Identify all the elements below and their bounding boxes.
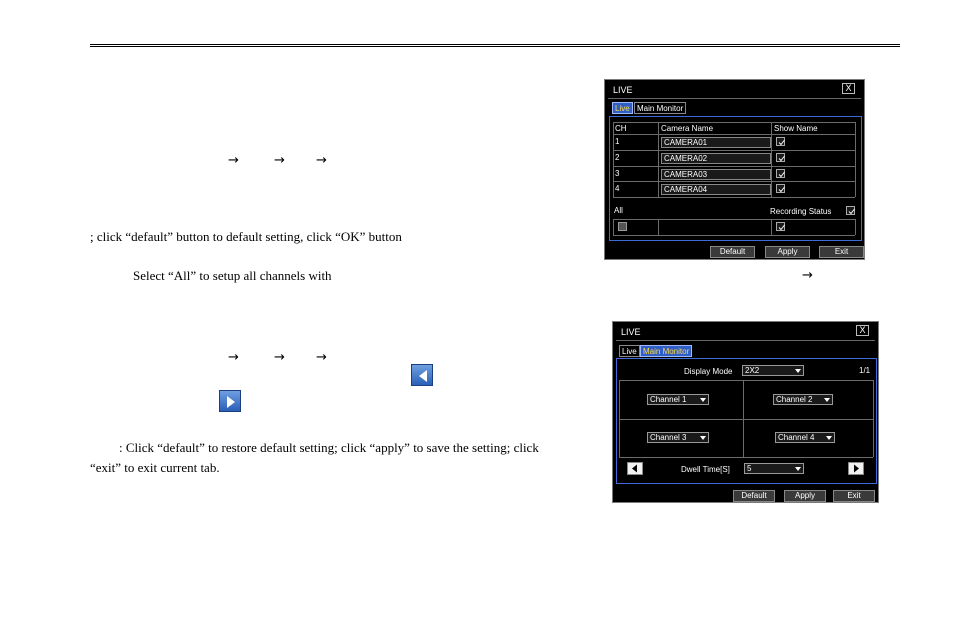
apply-button[interactable]: Apply <box>765 246 810 258</box>
close-button[interactable]: X <box>842 83 855 94</box>
header-rule <box>90 44 900 47</box>
tab-main-monitor[interactable]: Main Monitor <box>640 345 692 357</box>
chevron-down-icon <box>824 398 830 402</box>
channel-value: Channel 2 <box>776 395 813 404</box>
arrow-icon: → <box>274 350 285 365</box>
channel-number: 2 <box>615 153 620 162</box>
show-name-checkbox[interactable] <box>776 137 785 146</box>
channel-number: 3 <box>615 169 620 178</box>
display-mode-value: 2X2 <box>745 366 760 375</box>
main-monitor-dialog <box>612 321 879 503</box>
exit-button[interactable]: Exit <box>819 246 864 258</box>
channel-value: Channel 4 <box>778 433 815 442</box>
arrow-icon: → <box>802 268 813 283</box>
channel-select-1[interactable] <box>647 394 709 405</box>
next-page-icon <box>219 390 241 412</box>
close-button[interactable]: X <box>856 325 869 336</box>
dwell-time-label: Dwell Time[S] <box>681 465 730 474</box>
apply-button[interactable]: Apply <box>784 490 826 502</box>
chevron-down-icon <box>795 369 801 373</box>
show-name-checkbox[interactable] <box>776 153 785 162</box>
dialog-title: LIVE <box>613 85 633 95</box>
default-button[interactable]: Default <box>733 490 775 502</box>
chevron-down-icon <box>795 467 801 471</box>
camera-name-input[interactable]: CAMERA02 <box>661 153 771 164</box>
all-channel-checkbox[interactable] <box>618 222 627 231</box>
chevron-down-icon <box>700 436 706 440</box>
doc-line-exit: “exit” to exit current tab. <box>90 460 220 475</box>
dwell-time-select[interactable] <box>744 463 804 474</box>
recording-status-checkbox[interactable] <box>846 206 855 215</box>
tab-main-monitor[interactable]: Main Monitor <box>634 102 686 114</box>
camera-name-input[interactable]: CAMERA01 <box>661 137 771 148</box>
column-header-camera-name: Camera Name <box>661 124 714 133</box>
next-page-button[interactable] <box>848 462 864 475</box>
tab-live[interactable]: Live <box>619 345 640 357</box>
live-panel <box>609 116 862 241</box>
dwell-time-value: 5 <box>747 464 752 473</box>
title-separator <box>608 98 861 99</box>
doc-line-buttons: : Click “default” to restore default setting; click “apply” to save the setting; click <box>119 440 539 455</box>
channel-select-4[interactable] <box>775 432 835 443</box>
arrow-icon: → <box>228 350 239 365</box>
recording-status-label: Recording Status <box>770 207 832 216</box>
exit-button[interactable]: Exit <box>833 490 875 502</box>
camera-name-input[interactable]: CAMERA03 <box>661 169 771 180</box>
channel-select-2[interactable] <box>773 394 833 405</box>
dialog-title: LIVE <box>621 327 641 337</box>
chevron-down-icon <box>700 398 706 402</box>
default-button[interactable]: Default <box>710 246 755 258</box>
triangle-left-icon <box>628 463 642 474</box>
channel-value: Channel 3 <box>650 433 687 442</box>
monitor-panel <box>616 358 877 484</box>
show-name-checkbox[interactable] <box>776 169 785 178</box>
channel-number: 1 <box>615 137 620 146</box>
column-header-ch: CH <box>615 124 627 133</box>
all-label: All <box>614 206 623 215</box>
column-header-show-name: Show Name <box>774 124 818 133</box>
display-mode-label: Display Mode <box>684 367 733 376</box>
all-show-name-checkbox[interactable] <box>776 222 785 231</box>
channel-number: 4 <box>615 184 620 193</box>
previous-page-icon <box>411 364 433 386</box>
page-indicator: 1/1 <box>859 366 871 375</box>
arrow-icon: → <box>228 153 239 168</box>
show-name-checkbox[interactable] <box>776 184 785 193</box>
title-separator <box>616 340 875 341</box>
doc-line-default: ; click “default” button to default setting, click “OK” button <box>90 229 402 244</box>
arrow-icon: → <box>274 153 285 168</box>
tab-live[interactable]: Live <box>612 102 633 114</box>
arrow-icon: → <box>316 350 327 365</box>
previous-page-button[interactable] <box>627 462 643 475</box>
live-settings-dialog <box>604 79 865 260</box>
display-mode-select[interactable] <box>742 365 804 376</box>
chevron-down-icon <box>826 436 832 440</box>
channel-value: Channel 1 <box>650 395 687 404</box>
camera-name-input[interactable]: CAMERA04 <box>661 184 771 195</box>
doc-line-select-all: Select “All” to setup all channels with <box>133 268 332 283</box>
triangle-right-icon <box>849 463 863 474</box>
arrow-icon: → <box>316 153 327 168</box>
channel-select-3[interactable] <box>647 432 709 443</box>
